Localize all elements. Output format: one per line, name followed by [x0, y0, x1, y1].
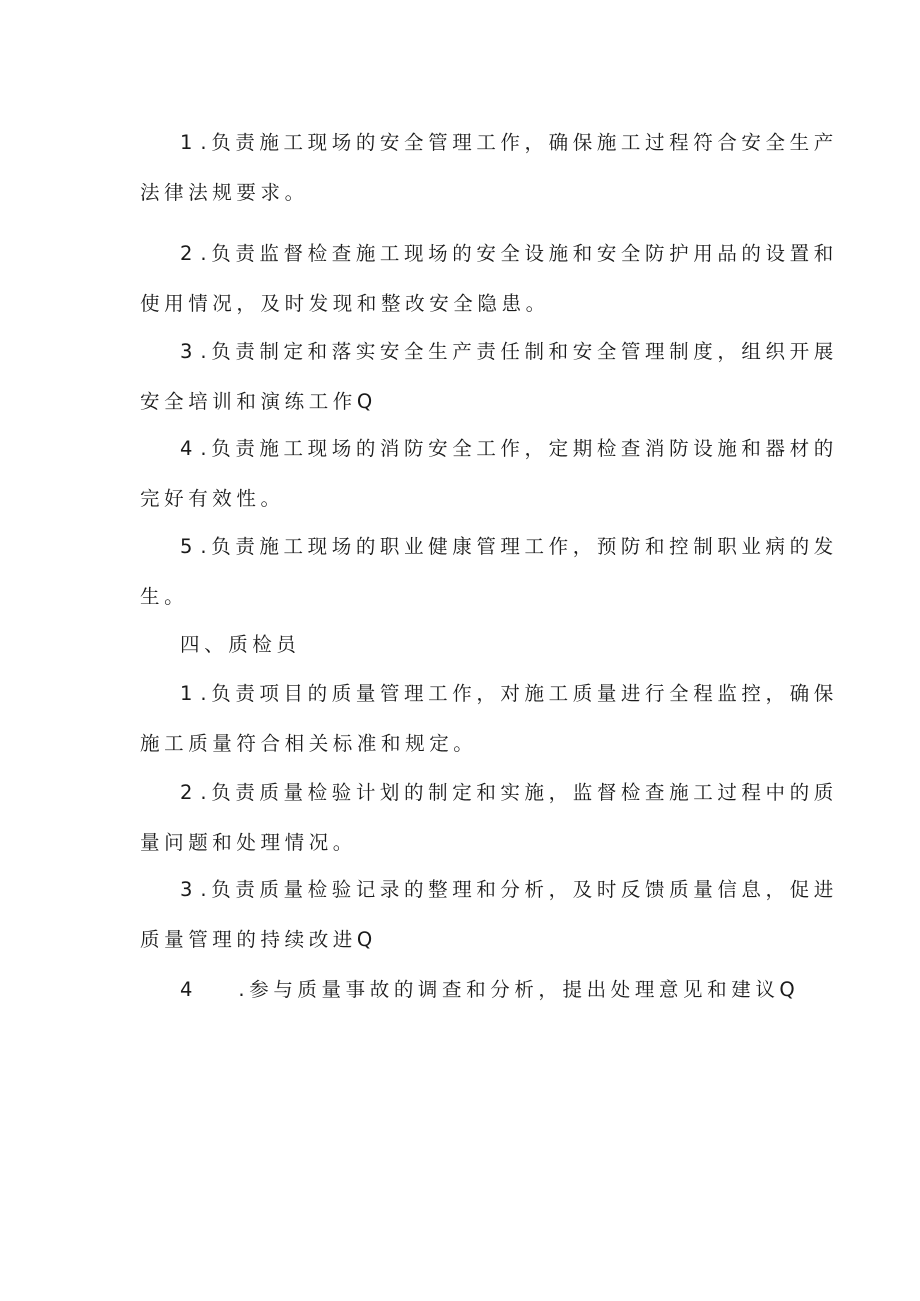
- item-text-line-2: 施工质量符合相关标准和规定。: [140, 732, 478, 755]
- item-text-line-1: .负责项目的质量管理工作，对施工质量进行全程监控，确保: [200, 682, 838, 705]
- item-text-line-2: 完好有效性。: [140, 487, 285, 510]
- item-number: 3: [180, 340, 193, 363]
- safety-item-1: [140, 118, 838, 218]
- item-text-line-1: .负责质量检验记录的整理和分析，及时反馈质量信息，促进: [200, 878, 838, 901]
- item-number: 5: [180, 535, 193, 558]
- item-text-line-2: 使用情况，及时发现和整改安全隐患。: [140, 292, 550, 315]
- item-number: 2: [180, 242, 193, 265]
- item-number: 4: [180, 437, 193, 460]
- item-text-line-1: .参与质量事故的调查和分析，提出处理意见和建议Q: [238, 978, 800, 1001]
- section-heading: 四、质检员: [180, 633, 301, 656]
- item-text-line-2: 安全培训和演练工作Q: [140, 390, 377, 413]
- item-text-line-2: 生。: [140, 585, 189, 608]
- qc-item-4: [140, 965, 800, 1015]
- item-text-line-2: 量问题和处理情况。: [140, 831, 357, 854]
- safety-item-4: [140, 424, 838, 524]
- item-text-line-2: 质量管理的持续改进Q: [140, 928, 377, 951]
- item-number: 4: [180, 978, 193, 1001]
- item-text-line-1: .负责监督检查施工现场的安全设施和安全防护用品的设置和: [200, 242, 838, 265]
- item-text-line-2: 法律法规要求。: [140, 181, 309, 204]
- item-number: 2: [180, 781, 193, 804]
- item-text-line-1: .负责施工现场的职业健康管理工作，预防和控制职业病的发: [200, 535, 838, 558]
- item-text-line-1: .负责制定和落实安全生产责任制和安全管理制度，组织开展: [200, 340, 838, 363]
- qc-item-2: [140, 768, 838, 868]
- item-text-line-1: .负责施工现场的安全管理工作，确保施工过程符合安全生产: [200, 131, 838, 154]
- item-text-line-1: .负责施工现场的消防安全工作，定期检查消防设施和器材的: [200, 437, 838, 460]
- item-number: 1: [180, 682, 193, 705]
- qc-item-3: [140, 865, 838, 965]
- item-number: 3: [180, 878, 193, 901]
- item-text-line-1: .负责质量检验计划的制定和实施，监督检查施工过程中的质: [200, 781, 838, 804]
- safety-item-5: [140, 522, 838, 622]
- safety-item-3: [140, 327, 838, 427]
- safety-item-2: [140, 229, 838, 329]
- qc-item-1: [140, 669, 838, 769]
- item-number: 1: [180, 131, 193, 154]
